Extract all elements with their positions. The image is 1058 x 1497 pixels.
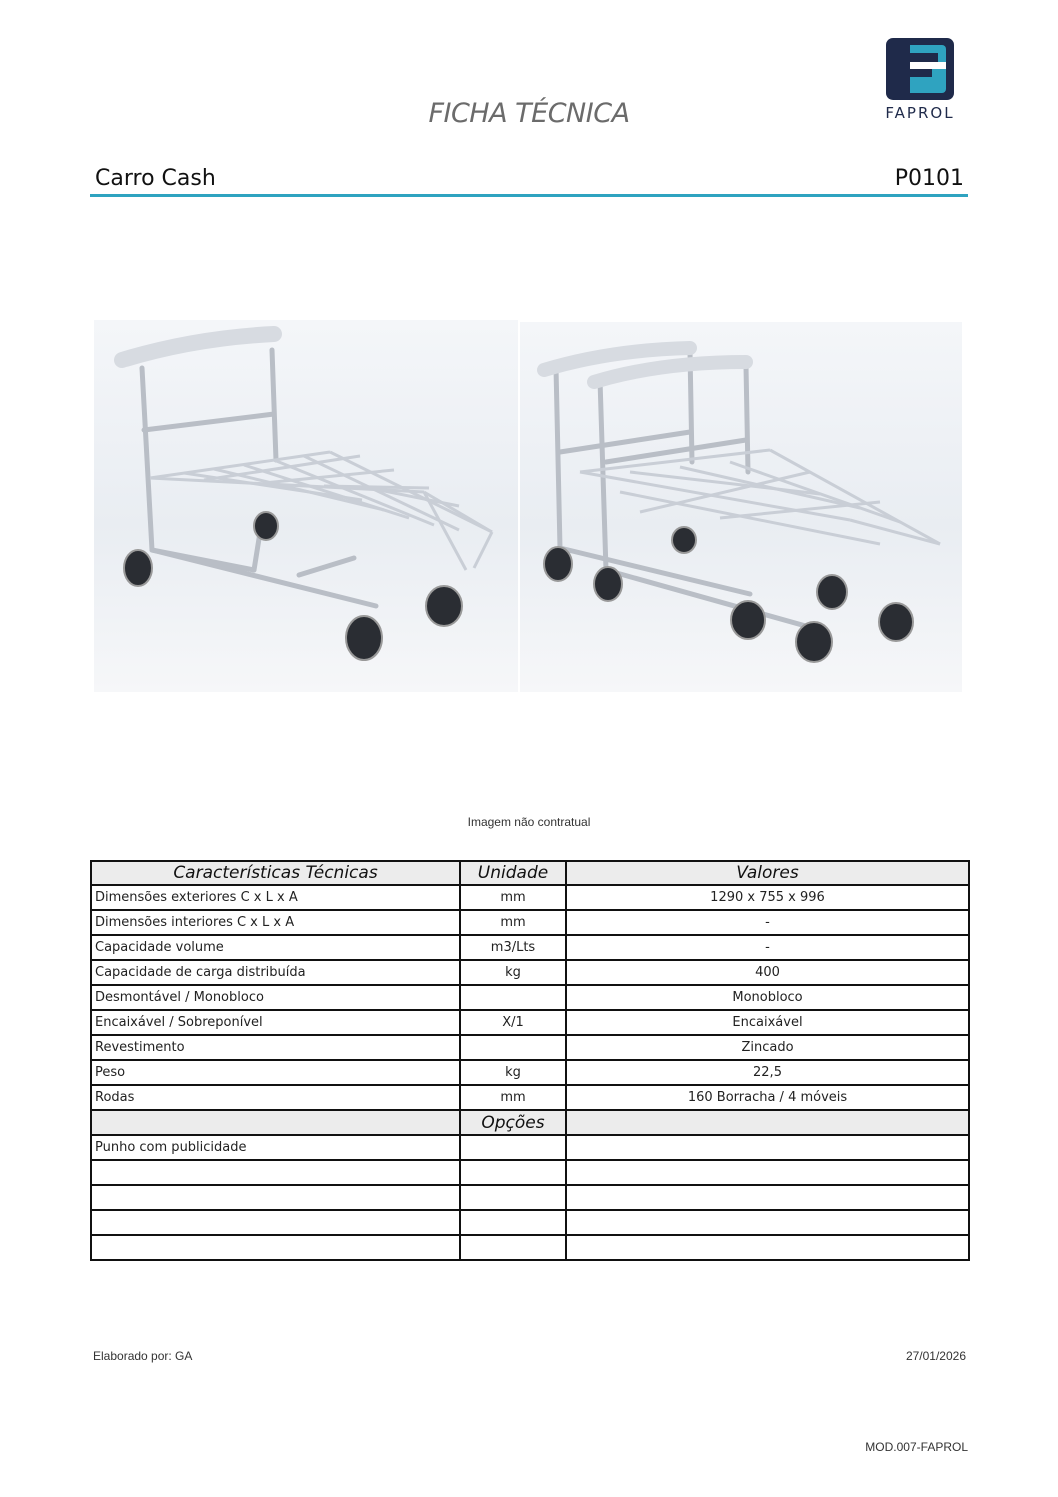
option-value bbox=[566, 1185, 969, 1210]
header-divider bbox=[90, 194, 968, 197]
table-row bbox=[91, 1035, 969, 1060]
spec-value: 1290 x 755 x 996 bbox=[566, 885, 969, 910]
option-label bbox=[91, 1185, 460, 1210]
spec-label: Peso bbox=[91, 1060, 460, 1085]
spec-unit: kg bbox=[460, 960, 566, 985]
product-name: Carro Cash bbox=[95, 166, 216, 191]
option-row bbox=[91, 1185, 969, 1210]
options-title: Opções bbox=[460, 1110, 566, 1135]
spec-unit: mm bbox=[460, 885, 566, 910]
spec-value: - bbox=[566, 910, 969, 935]
spec-unit: mm bbox=[460, 910, 566, 935]
spec-value: 22,5 bbox=[566, 1060, 969, 1085]
spec-unit: kg bbox=[460, 1060, 566, 1085]
table-row bbox=[91, 960, 969, 985]
table-row bbox=[91, 1085, 969, 1110]
product-image-single-cart bbox=[94, 320, 518, 692]
spec-label: Encaixável / Sobreponível bbox=[91, 1010, 460, 1035]
product-image-nested-carts bbox=[520, 322, 962, 692]
spec-value: Encaixável bbox=[566, 1010, 969, 1035]
spec-value: 400 bbox=[566, 960, 969, 985]
image-disclaimer: Imagem não contratual bbox=[467, 815, 591, 829]
spec-label: Capacidade volume bbox=[91, 935, 460, 960]
option-unit bbox=[460, 1210, 566, 1235]
spec-unit: mm bbox=[460, 1085, 566, 1110]
options-header-blank bbox=[566, 1110, 969, 1135]
product-code: P0101 bbox=[894, 166, 964, 191]
table-row bbox=[91, 910, 969, 935]
options-header-blank bbox=[91, 1110, 460, 1135]
spec-unit: X/1 bbox=[460, 1010, 566, 1035]
option-unit bbox=[460, 1185, 566, 1210]
option-value bbox=[566, 1210, 969, 1235]
document-title: FICHA TÉCNICA bbox=[428, 98, 630, 129]
option-unit bbox=[460, 1235, 566, 1260]
header-values: Valores bbox=[566, 861, 969, 885]
spec-label: Desmontável / Monobloco bbox=[91, 985, 460, 1010]
option-label bbox=[91, 1235, 460, 1260]
spec-label: Capacidade de carga distribuída bbox=[91, 960, 460, 985]
spec-unit bbox=[460, 1035, 566, 1060]
header-characteristics: Características Técnicas bbox=[91, 861, 460, 885]
table-header-row bbox=[91, 861, 969, 885]
spec-value: Monobloco bbox=[566, 985, 969, 1010]
spec-value: Zincado bbox=[566, 1035, 969, 1060]
table-row bbox=[91, 985, 969, 1010]
table-row bbox=[91, 935, 969, 960]
option-row bbox=[91, 1160, 969, 1185]
option-value bbox=[566, 1160, 969, 1185]
spec-label: Dimensões exteriores C x L x A bbox=[91, 885, 460, 910]
option-value bbox=[566, 1235, 969, 1260]
option-unit bbox=[460, 1135, 566, 1160]
spec-value: 160 Borracha / 4 móveis bbox=[566, 1085, 969, 1110]
technical-specs-table bbox=[90, 860, 970, 1261]
table-row bbox=[91, 1060, 969, 1085]
option-label bbox=[91, 1160, 460, 1185]
header-unit: Unidade bbox=[460, 861, 566, 885]
prepared-by: Elaborado por: GA bbox=[93, 1349, 193, 1363]
option-row bbox=[91, 1135, 969, 1160]
spec-unit bbox=[460, 985, 566, 1010]
options-header-row bbox=[91, 1110, 969, 1135]
option-unit bbox=[460, 1160, 566, 1185]
document-date: 27/01/2026 bbox=[905, 1349, 966, 1363]
spec-label: Rodas bbox=[91, 1085, 460, 1110]
option-label: Punho com publicidade bbox=[91, 1135, 460, 1160]
table-row bbox=[91, 1010, 969, 1035]
option-row bbox=[91, 1210, 969, 1235]
option-row bbox=[91, 1235, 969, 1260]
spec-label: Revestimento bbox=[91, 1035, 460, 1060]
model-reference: MOD.007-FAPROL bbox=[865, 1440, 968, 1454]
brand-wordmark: FAPROL bbox=[885, 104, 955, 122]
spec-label: Dimensões interiores C x L x A bbox=[91, 910, 460, 935]
option-label bbox=[91, 1210, 460, 1235]
option-value bbox=[566, 1135, 969, 1160]
table-row bbox=[91, 885, 969, 910]
spec-value: - bbox=[566, 935, 969, 960]
spec-unit: m3/Lts bbox=[460, 935, 566, 960]
